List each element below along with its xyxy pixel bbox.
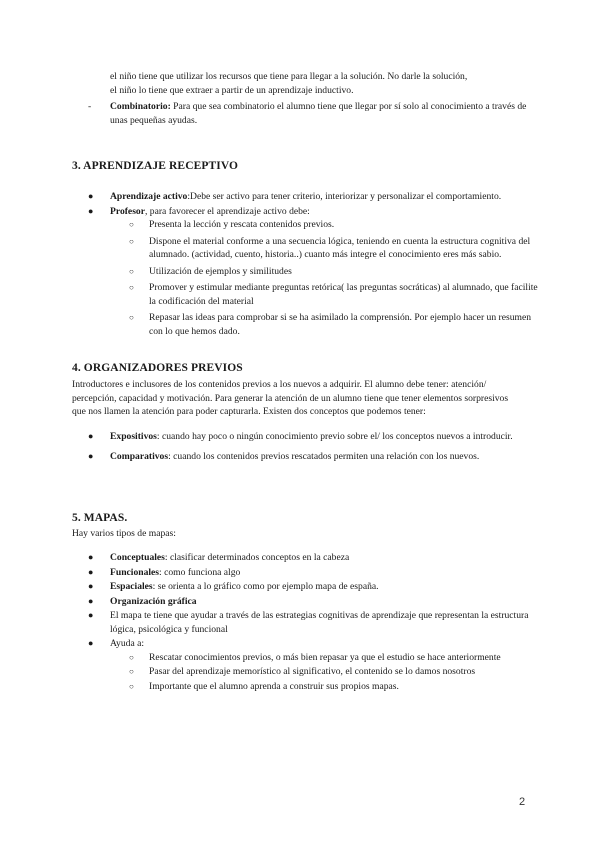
term: Profesor <box>110 205 145 217</box>
definition: : se orienta a lo gráfico como por ejemplo mapa de españa. <box>152 581 379 592</box>
list-item <box>88 595 538 609</box>
definition: :Debe ser activo para tener criterio, interiorizar y personalizar el comportamiento. <box>187 191 502 202</box>
definition: : cuando hay poco o ningún conocimiento previo sobre el/ los conceptos nuevos a introducir. <box>156 431 513 442</box>
sublist-text: Rescatar conocimientos previos, o más bien repasar ya que el estudio se hace anteriormente <box>149 651 501 663</box>
term: Funcionales <box>110 566 160 578</box>
term: Expositivos <box>110 431 157 442</box>
sublist-item <box>129 680 538 694</box>
sublist-item <box>129 218 538 232</box>
sublist-item <box>129 665 538 679</box>
circle-bullet-icon: ○ <box>129 652 134 662</box>
section5-paragraph: Hay varios tipos de mapas: <box>72 528 176 539</box>
list-item <box>88 205 538 339</box>
term: Comparativos <box>110 450 169 462</box>
sublist <box>110 651 538 694</box>
list-item <box>88 430 538 444</box>
term: Conceptuales <box>110 552 165 563</box>
list-item <box>88 637 538 693</box>
list-item <box>88 609 538 636</box>
term: Espaciales <box>110 581 153 592</box>
bullet-icon: ● <box>88 581 94 591</box>
section4-list <box>88 430 538 464</box>
definition: Ayuda a: <box>110 638 145 649</box>
section4-paragraph: Introductores e inclusores de los contenidos previos a los nuevos a adquirir. El alumno debe tener: atención/ percepción, capacidad y motivación. Para generar la atención de un alumno tiene que tener elementos sorpresivos que nos llamen la atención para poder capturarla. Existen dos conceptos que podemos tener: <box>72 379 509 417</box>
circle-bullet-icon: ○ <box>129 667 134 676</box>
bullet-icon: ● <box>88 431 94 441</box>
sublist <box>110 218 538 338</box>
section-heading: 5. MAPAS. <box>72 512 128 524</box>
definition: : cuando los contenidos previos rescatados permiten una relación con los nuevos. <box>168 450 480 462</box>
circle-bullet-icon: ○ <box>129 313 134 322</box>
term: Organización gráfica <box>110 595 197 607</box>
circle-bullet-icon: ○ <box>129 236 134 246</box>
definition: , para favorecer el aprendizaje activo debe: <box>144 205 310 217</box>
sublist-text: Importante que el alumno aprenda a construir sus propios mapas. <box>149 680 399 692</box>
definition: : como funciona algo <box>159 566 241 578</box>
list-item <box>88 450 538 464</box>
sublist-text: Dispone el material conforme a una secuencia lógica, teniendo en cuenta la estructura cognitiva del alumnado. (actividad, cuento, historia..) cuanto más integre el conocimiento eres más sabio. <box>149 235 531 260</box>
section5-list <box>88 551 538 694</box>
list-item <box>88 580 538 594</box>
definition: El mapa te tiene que ayudar a través de las estrategias cognitivas de aprendizaje que representan la estructura lógica, psicológica y funcional <box>110 610 529 635</box>
section-heading: 4. ORGANIZADORES PREVIOS <box>72 362 243 374</box>
sublist-item <box>129 265 538 279</box>
list-item <box>88 566 538 580</box>
section3-list <box>88 190 538 341</box>
section-heading: 3. APRENDIZAJE RECEPTIVO <box>72 160 239 172</box>
sublist-text: Promover y estimular mediante preguntas retórica( las preguntas socráticas) al alumnado, que facilite la codificación del material <box>149 282 538 307</box>
circle-bullet-icon: ○ <box>129 266 134 276</box>
term: Aprendizaje activo <box>110 191 188 202</box>
bullet-icon: ● <box>88 450 94 461</box>
intro-paragraph <box>110 70 530 97</box>
bullet-icon: ● <box>88 610 94 620</box>
combinatorio-item <box>88 100 528 127</box>
circle-bullet-icon: ○ <box>129 220 134 229</box>
bullet-icon: ● <box>88 552 94 562</box>
sublist-item <box>129 311 538 338</box>
combinatorio-text <box>110 100 528 127</box>
bullet-icon: ● <box>88 191 94 201</box>
list-item <box>88 190 538 204</box>
sublist-text: Repasar las ideas para comprobar si se ha asimilado la comprensión. Por ejemplo hacer un resumen con lo que hemos dado. <box>149 312 532 337</box>
circle-bullet-icon: ○ <box>129 283 134 292</box>
intro-line: el niño tiene que utilizar los recursos que tiene para llegar a la solución. No darle la solución, <box>110 71 468 82</box>
circle-bullet-icon: ○ <box>129 681 134 691</box>
sublist-text: Pasar del aprendizaje memorístico al significativo, el contenido se lo damos nosotros <box>149 666 476 677</box>
dash-marker: - <box>88 101 92 112</box>
page-number: 2 <box>519 796 526 808</box>
intro-line: el niño lo tiene que extraer a partir de un aprendizaje inductivo. <box>110 84 354 96</box>
bullet-icon: ● <box>88 566 94 577</box>
sublist-item <box>129 235 538 262</box>
sublist-text: Utilización de ejemplos y similitudes <box>149 265 292 277</box>
bullet-icon: ● <box>88 595 94 606</box>
sublist-item <box>129 281 538 308</box>
bullet-icon: ● <box>88 638 94 648</box>
definition: Para que sea combinatorio el alumno tiene que llegar por sí solo al conocimiento a través de unas pequeñas ayudas. <box>110 101 527 126</box>
sublist-item <box>129 651 538 665</box>
bullet-icon: ● <box>88 205 94 216</box>
term: Combinatorio: <box>110 101 171 112</box>
definition: : clasificar determinados conceptos en la cabeza <box>164 552 350 563</box>
list-item <box>88 551 538 565</box>
sublist-text: Presenta la lección y rescata contenidos previos. <box>149 219 335 230</box>
